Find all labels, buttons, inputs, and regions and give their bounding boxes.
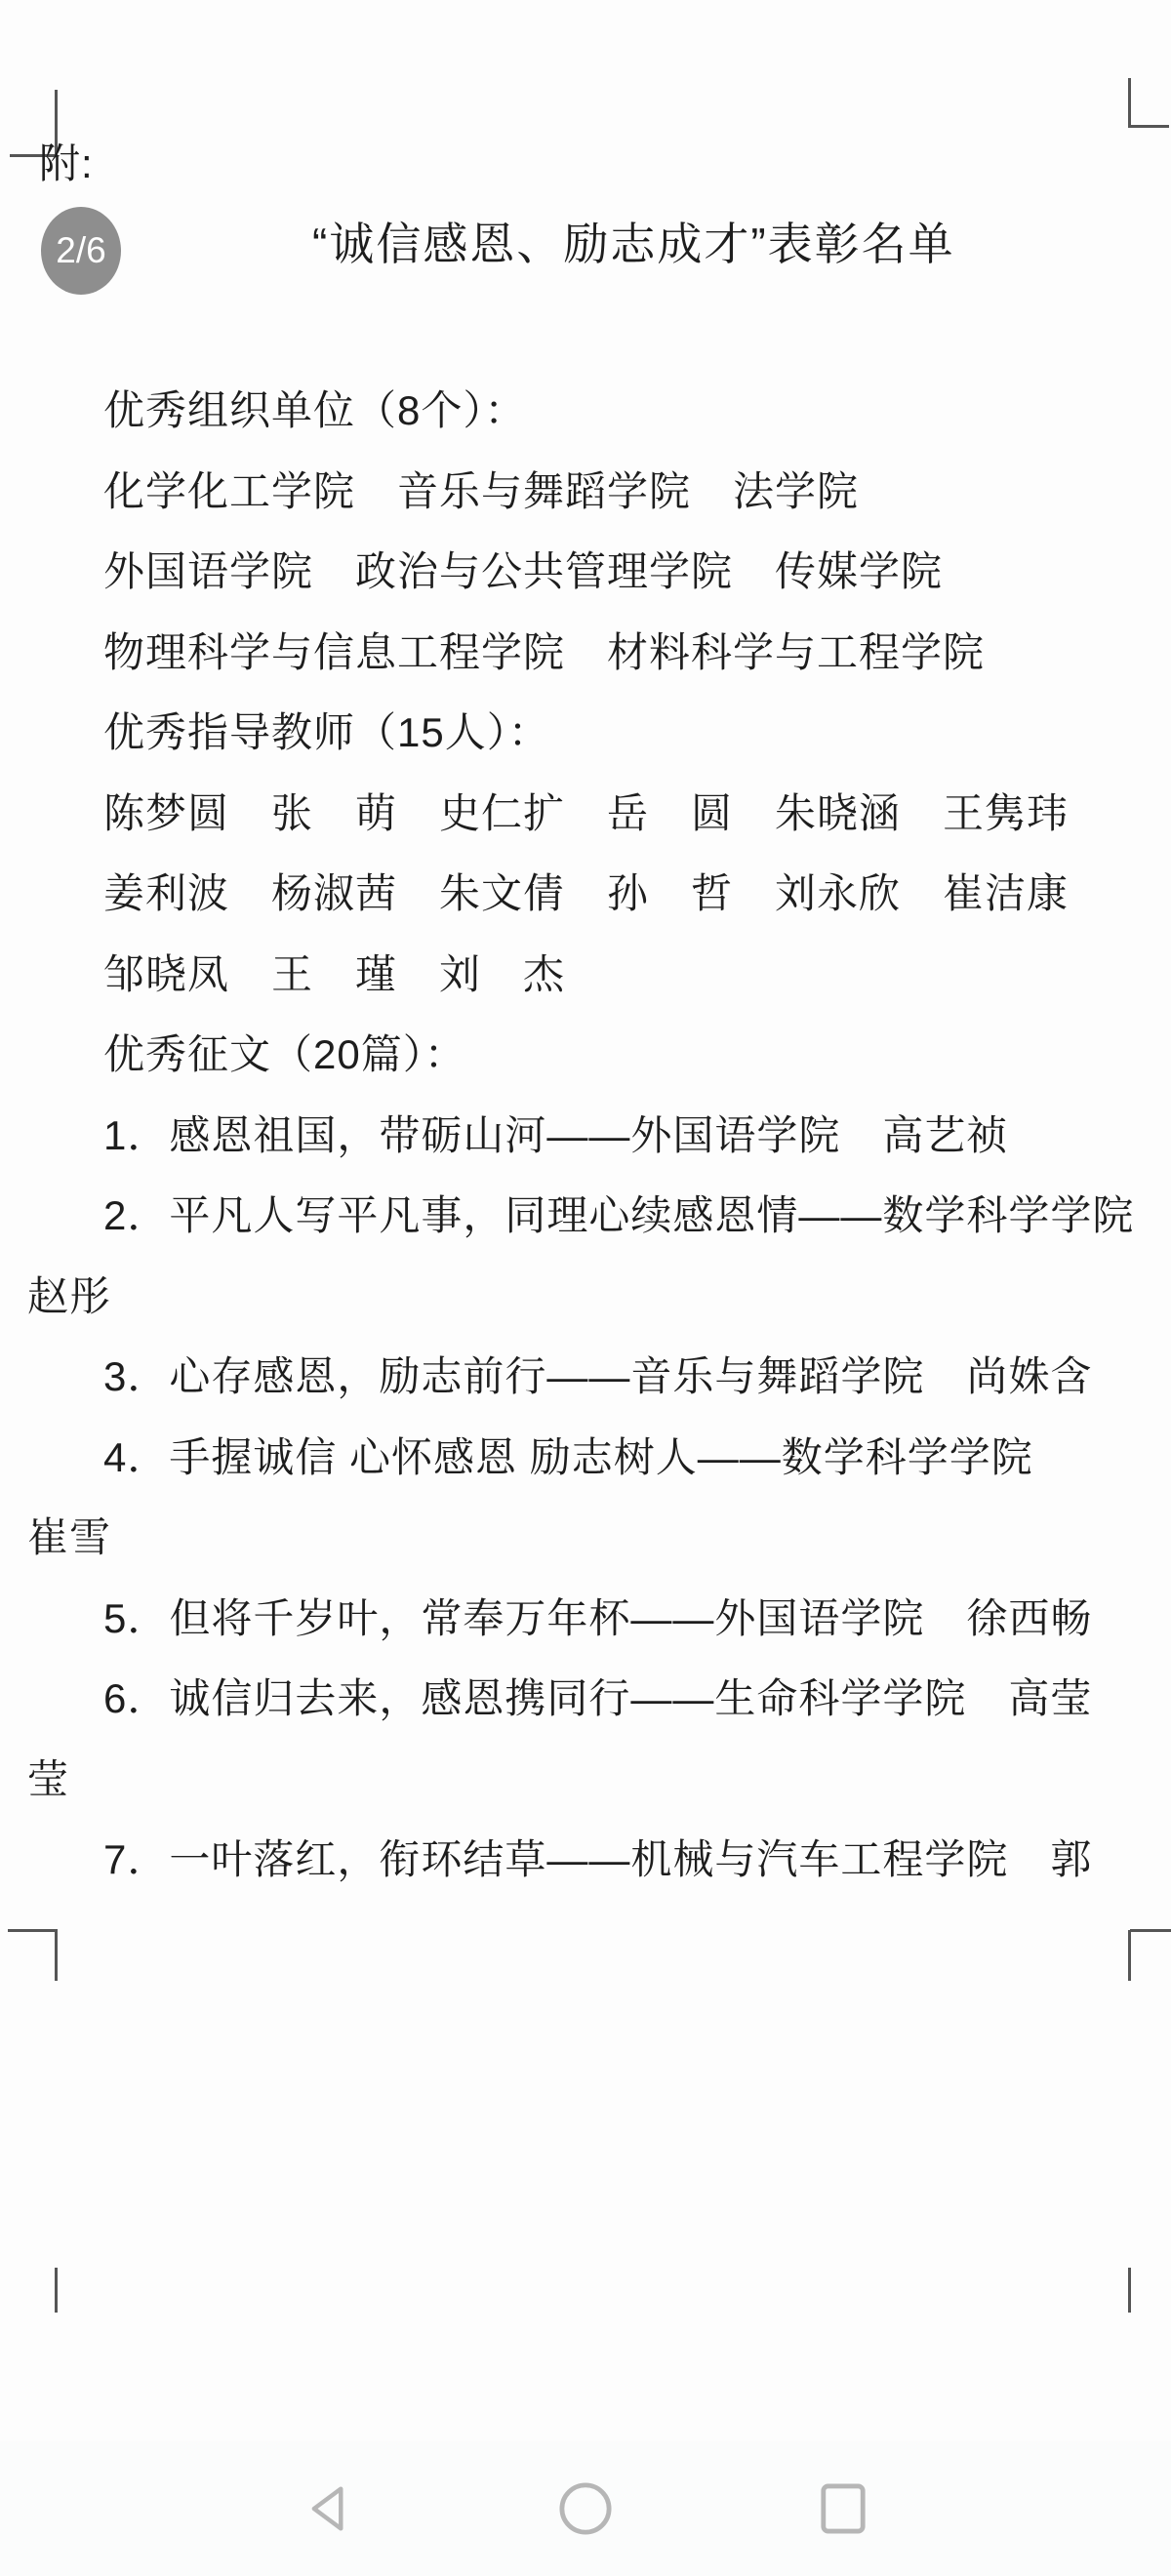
scan-corner-bottom-left-vertical bbox=[55, 1931, 58, 1981]
scan-corner-bottom-left-horizontal bbox=[8, 1929, 58, 1932]
recents-button[interactable] bbox=[815, 2481, 871, 2536]
doc-line-essay-7: 7．一叶落红，衔环结草——机械与汽车工程学院 郭 bbox=[103, 1836, 1093, 1882]
doc-line-essay-4-cont: 崔雪 bbox=[27, 1514, 112, 1560]
doc-line-section-essays: 优秀征文（20篇）： bbox=[103, 1031, 466, 1077]
home-circle-icon bbox=[558, 2482, 613, 2535]
doc-line-section-units: 优秀组织单位（8个）： bbox=[103, 387, 527, 433]
doc-line-essay-3: 3．心存感恩，励志前行——音乐与舞蹈学院 尚姝含 bbox=[103, 1353, 1093, 1399]
doc-line-essay-6: 6．诚信归去来，感恩携同行——生命科学学院 高莹 bbox=[103, 1675, 1093, 1721]
page-number-text: 2/6 bbox=[56, 230, 106, 270]
doc-line-essay-6-cont: 莹 bbox=[27, 1755, 70, 1802]
android-nav-bar bbox=[0, 2441, 1171, 2576]
page-number-badge bbox=[41, 207, 121, 295]
doc-line-teachers-3: 邹晓凤 王 瑾 刘 杰 bbox=[103, 950, 566, 997]
doc-line-units-1: 化学化工学院 音乐与舞蹈学院 法学院 bbox=[103, 467, 860, 514]
scan-corner-bottom-right-horizontal bbox=[1130, 1929, 1171, 1932]
attachment-label: 附: bbox=[39, 141, 94, 186]
scan-edge-right-tick bbox=[1128, 2268, 1131, 2313]
home-button[interactable] bbox=[557, 2481, 614, 2536]
doc-line-teachers-2: 姜利波 杨淑茜 朱文倩 孙 哲 刘永欣 崔洁康 bbox=[103, 870, 1070, 916]
doc-line-teachers-1: 陈梦圆 张 萌 史仁扩 岳 圆 朱晓涵 王隽玮 bbox=[103, 789, 1070, 836]
doc-line-essay-5: 5．但将千岁叶，常奉万年杯——外国语学院 徐西畅 bbox=[103, 1594, 1093, 1641]
back-button[interactable] bbox=[300, 2481, 356, 2536]
scan-edge-left-tick bbox=[55, 2268, 58, 2313]
scan-corner-top-right-vertical bbox=[1128, 78, 1131, 128]
doc-line-section-teachers: 优秀指导教师（15人）： bbox=[103, 709, 550, 755]
document-page[interactable] bbox=[27, 371, 1159, 1901]
doc-line-essay-2: 2．平凡人写平凡事，同理心续感恩情——数学科学学院 bbox=[103, 1192, 1135, 1238]
document-title: “诚信感恩、励志成才”表彰名单 bbox=[312, 219, 955, 269]
doc-line-essay-1: 1．感恩祖国，带砺山河——外国语学院 高艺祯 bbox=[103, 1111, 1009, 1158]
scan-corner-bottom-right-vertical bbox=[1128, 1930, 1131, 1981]
doc-line-essay-4: 4．手握诚信 心怀感恩 励志树人——数学科学学院 bbox=[103, 1433, 1033, 1480]
scan-corner-top-right-horizontal bbox=[1128, 125, 1169, 128]
doc-line-units-2: 外国语学院 政治与公共管理学院 传媒学院 bbox=[103, 548, 944, 594]
recents-square-icon bbox=[819, 2482, 868, 2535]
back-triangle-icon bbox=[305, 2482, 350, 2535]
doc-line-units-3: 物理科学与信息工程学院 材料科学与工程学院 bbox=[103, 628, 986, 675]
doc-line-essay-2-cont: 赵彤 bbox=[27, 1272, 112, 1319]
